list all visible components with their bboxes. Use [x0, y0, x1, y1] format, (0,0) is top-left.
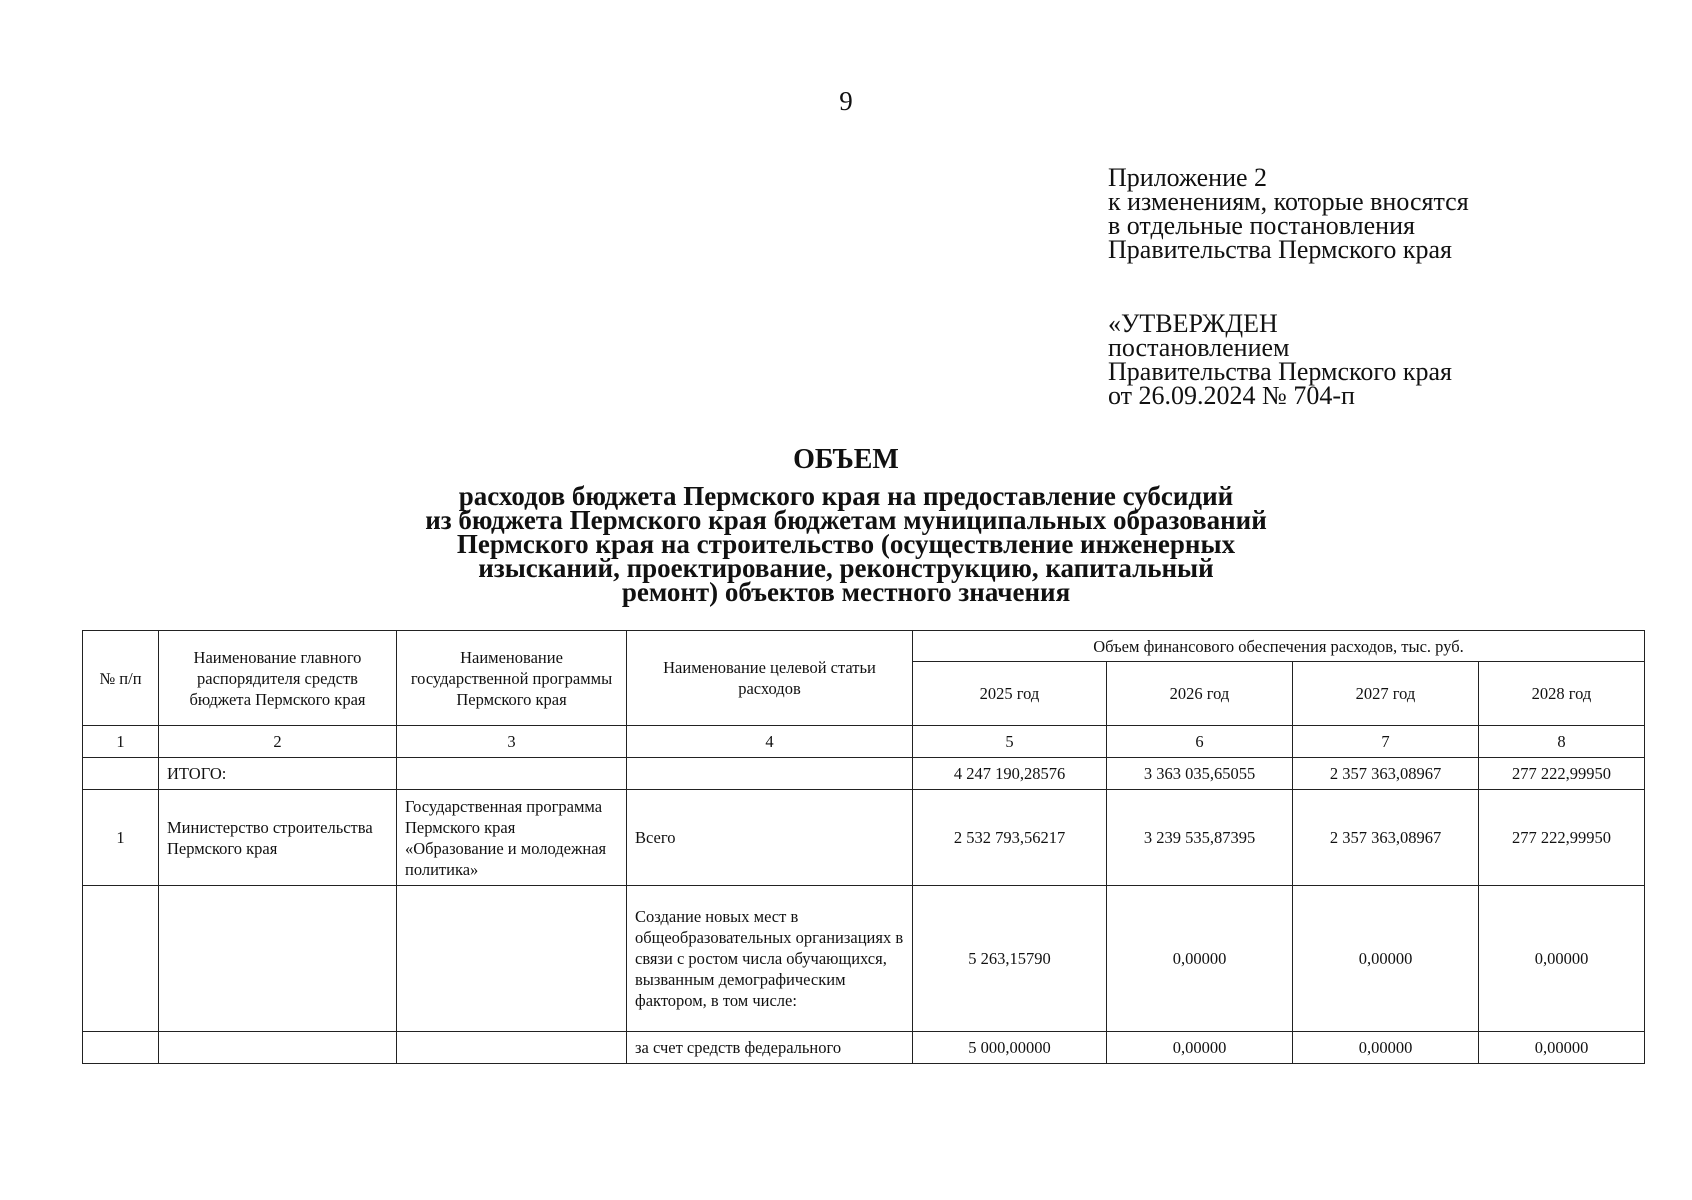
column-number: 7: [1293, 726, 1479, 758]
row-article: Создание новых мест в общеобразовательных организациях в связи с ростом числа обучающихся, вызванным демографическим фактором, в том числе:: [627, 886, 913, 1032]
row-program: [397, 886, 627, 1032]
appendix-line: к изменениям, которые вносятся: [1108, 187, 1469, 216]
column-number: 5: [913, 726, 1107, 758]
row-value: 277 222,99950: [1479, 790, 1645, 886]
subtitle-line: ремонт) объектов местного значения: [621, 577, 1071, 607]
header-year: 2027 год: [1293, 662, 1479, 726]
subtitle-line: из бюджета Пермского края бюджетам муниципальных образований: [425, 505, 1267, 535]
total-value: 277 222,99950: [1479, 758, 1645, 790]
row-admin: [159, 886, 397, 1032]
row-article: за счет средств федерального: [627, 1032, 913, 1064]
row-admin: [159, 1032, 397, 1064]
total-value: 4 247 190,28576: [913, 758, 1107, 790]
total-program-cell: [397, 758, 627, 790]
column-number: 2: [159, 726, 397, 758]
approval-line: «УТВЕРЖДЕН: [1108, 309, 1278, 338]
row-num: 1: [83, 790, 159, 886]
header-article: Наименование целевой статьи расходов: [627, 631, 913, 726]
row-value: 5 000,00000: [913, 1032, 1107, 1064]
document-subtitle: [346, 481, 1346, 607]
total-label: ИТОГО:: [159, 758, 397, 790]
approval-line: постановлением: [1108, 333, 1290, 362]
appendix-line: Правительства Пермского края: [1108, 235, 1452, 264]
row-value: 3 239 535,87395: [1107, 790, 1293, 886]
row-value: 0,00000: [1107, 1032, 1293, 1064]
subtitle-line: изысканий, проектирование, реконструкцию, капитальный: [478, 553, 1214, 583]
column-number: 8: [1479, 726, 1645, 758]
subtitle-line: расходов бюджета Пермского края на предоставление субсидий: [458, 481, 1234, 511]
appendix-note: [1108, 163, 1469, 264]
total-row: [83, 758, 1645, 790]
column-number: 3: [397, 726, 627, 758]
column-number: 4: [627, 726, 913, 758]
header-admin: Наименование главного распорядителя средств бюджета Пермского края: [159, 631, 397, 726]
header-year: 2028 год: [1479, 662, 1645, 726]
subtitle-line: Пермского края на строительство (осуществление инженерных: [456, 529, 1236, 559]
row-num: [83, 886, 159, 1032]
header-year: 2026 год: [1107, 662, 1293, 726]
row-admin: Министерство строительства Пермского края: [159, 790, 397, 886]
column-number: 1: [83, 726, 159, 758]
document-title: ОБЪЕМ: [793, 444, 899, 475]
table-row: [83, 790, 1645, 886]
approval-line: Правительства Пермского края: [1108, 357, 1452, 386]
row-value: 0,00000: [1479, 886, 1645, 1032]
total-value: 2 357 363,08967: [1293, 758, 1479, 790]
row-article: Всего: [627, 790, 913, 886]
row-program: Государственная программа Пермского края «Образование и молодежная политика»: [397, 790, 627, 886]
row-value: 2 357 363,08967: [1293, 790, 1479, 886]
budget-table: [82, 630, 1645, 1064]
approval-stamp-text: [1108, 309, 1452, 410]
page-number: 9: [839, 86, 853, 116]
row-value: 2 532 793,56217: [913, 790, 1107, 886]
row-value: 0,00000: [1293, 886, 1479, 1032]
table-row: [83, 886, 1645, 1032]
row-num: [83, 1032, 159, 1064]
total-num-cell: [83, 758, 159, 790]
header-funding-group: Объем финансового обеспечения расходов, тыс. руб.: [913, 631, 1645, 662]
column-number: 6: [1107, 726, 1293, 758]
row-value: 0,00000: [1107, 886, 1293, 1032]
table-header-row: [83, 631, 1645, 662]
header-program: Наименование государственной программы Пермского края: [397, 631, 627, 726]
row-program: [397, 1032, 627, 1064]
total-value: 3 363 035,65055: [1107, 758, 1293, 790]
appendix-line: в отдельные постановления: [1108, 211, 1415, 240]
header-num: № п/п: [83, 631, 159, 726]
appendix-line: Приложение 2: [1108, 163, 1268, 192]
table-row: [83, 1032, 1645, 1064]
header-year: 2025 год: [913, 662, 1107, 726]
approval-line: от 26.09.2024 № 704-п: [1108, 381, 1355, 410]
row-value: 0,00000: [1293, 1032, 1479, 1064]
row-value: 0,00000: [1479, 1032, 1645, 1064]
column-number-row: [83, 726, 1645, 758]
total-article-cell: [627, 758, 913, 790]
row-value: 5 263,15790: [913, 886, 1107, 1032]
